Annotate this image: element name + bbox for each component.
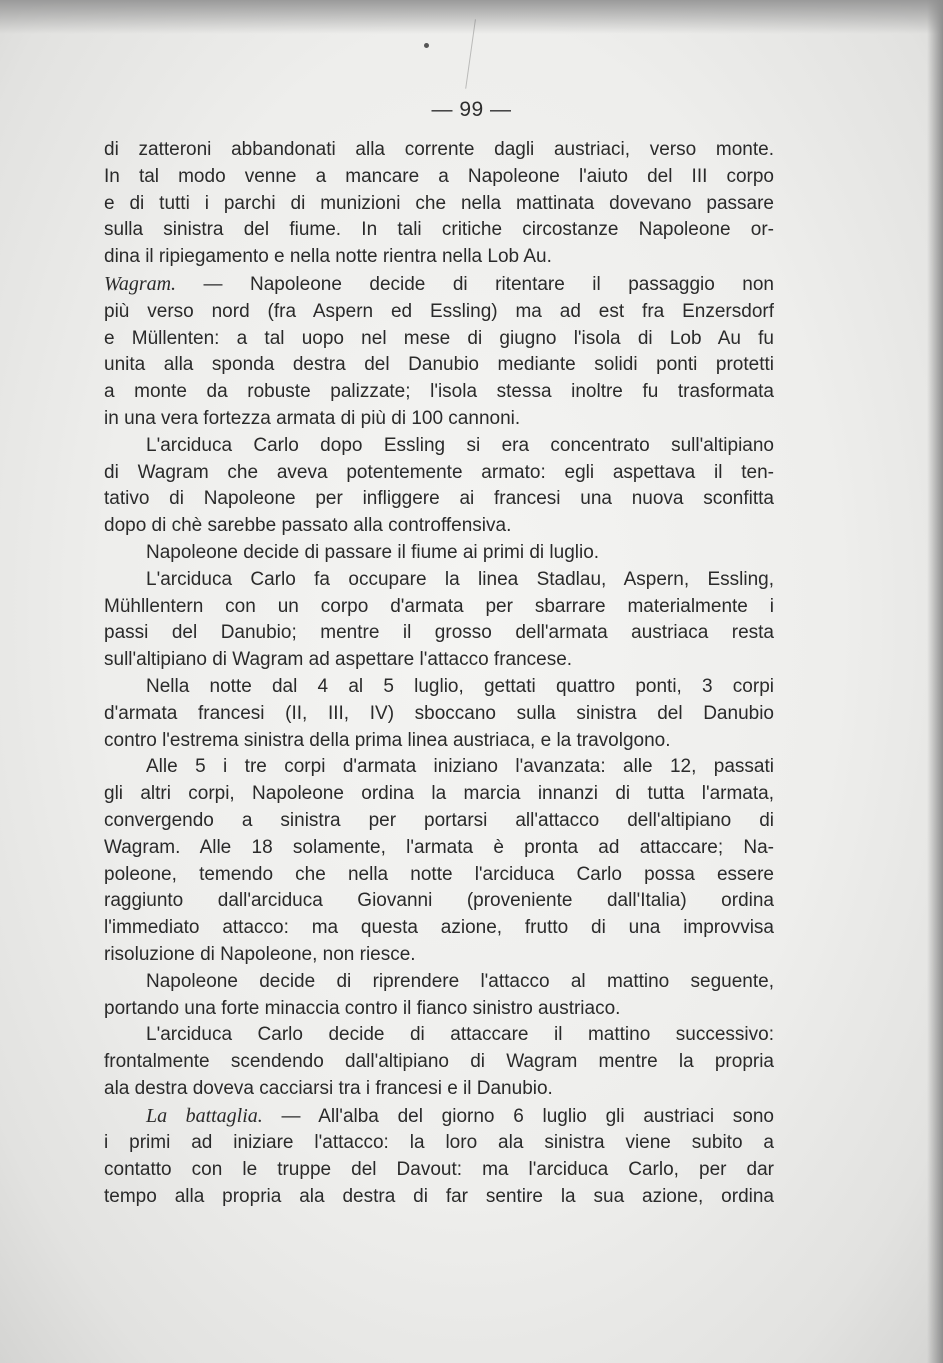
text-line bbox=[104, 433, 774, 460]
text-line bbox=[104, 486, 774, 513]
text-line-content: — All'alba del giorno 6 luglio gli austriaci sono bbox=[262, 1105, 774, 1127]
text-line-content: Nella notte dal 4 al 5 luglio, gettati quattro ponti, 3 corpi bbox=[146, 675, 774, 697]
text-line bbox=[104, 326, 774, 353]
text-line bbox=[104, 620, 774, 647]
text-line bbox=[104, 1130, 774, 1157]
text-line-content: poleone, temendo che nella notte l'arciduca Carlo possa essere bbox=[104, 863, 774, 885]
text-line-content: di zatteroni abbandonati alla corrente dagli austriaci, verso monte. bbox=[104, 139, 774, 160]
text-line-content: gli altri corpi, Napoleone ordina la marcia innanzi di tutta l'armata, bbox=[104, 783, 774, 805]
text-line-content: sulla sinistra del fiume. In tali critiche circostanze Napoleone or- bbox=[104, 219, 774, 241]
body-text bbox=[104, 137, 774, 1211]
text-line bbox=[104, 137, 774, 164]
text-line-content: Alle 5 i tre corpi d'armata iniziano l'avanzata: alle 12, passati bbox=[146, 756, 774, 778]
text-line bbox=[104, 1049, 774, 1076]
text-line bbox=[104, 781, 774, 808]
text-line bbox=[104, 1184, 774, 1211]
text-line-content: convergendo a sinistra per portarsi all'attacco dell'altipiano di bbox=[104, 809, 774, 831]
text-line-content: portando una forte minaccia contro il fianco sinistro austriaco. bbox=[104, 997, 621, 1019]
text-line-content: a monte da robuste palizzate; l'isola stessa inoltre fu trasformata bbox=[104, 381, 774, 403]
text-line-content: tempo alla propria ala destra di far sentire la sua azione, ordina bbox=[104, 1186, 774, 1208]
text-line-content: contatto con le truppe del Davout: ma l'arciduca Carlo, per dar bbox=[104, 1159, 774, 1181]
text-line bbox=[104, 379, 774, 406]
text-line bbox=[104, 915, 774, 942]
text-line bbox=[104, 567, 774, 594]
text-line-content: passi del Danubio; mentre il grosso dell'armata austriaca resta bbox=[104, 622, 774, 644]
text-line-content: L'arciduca Carlo dopo Essling si era concentrato sull'altipiano bbox=[146, 434, 774, 456]
text-line bbox=[104, 674, 774, 701]
text-line bbox=[104, 1022, 774, 1049]
text-line-content: sull'altipiano di Wagram ad aspettare l'attacco francese. bbox=[104, 649, 573, 671]
text-line-content: ala destra doveva cacciarsi tra i francesi e il Danubio. bbox=[104, 1077, 553, 1099]
text-line bbox=[104, 1157, 774, 1184]
text-line-content: i primi ad iniziare l'attacco: la loro ala sinistra viene subito a bbox=[104, 1132, 774, 1154]
text-line-content: L'arciduca Carlo decide di attaccare il mattino successivo: bbox=[146, 1024, 774, 1046]
text-line-content: L'arciduca Carlo fa occupare la linea Stadlau, Aspern, Essling, bbox=[146, 568, 774, 590]
text-line-content: Napoleone decide di riprendere l'attacco al mattino seguente, bbox=[146, 970, 774, 992]
text-line-content: in una vera fortezza armata di più di 100 cannoni. bbox=[104, 407, 521, 429]
text-line-content: In tal modo venne a mancare a Napoleone l'aiuto del III corpo bbox=[104, 165, 774, 187]
text-line-content: d'armata francesi (II, III, IV) sboccano sulla sinistra del Danubio bbox=[104, 702, 774, 724]
scan-shadow-top bbox=[0, 0, 943, 34]
text-line bbox=[104, 244, 774, 271]
text-line bbox=[104, 540, 774, 567]
text-line-content: unita alla sponda destra del Danubio mediante solidi ponti protetti bbox=[104, 354, 774, 376]
text-line bbox=[104, 594, 774, 621]
scan-shadow-right bbox=[927, 0, 943, 1363]
text-line-content: dopo di chè sarebbe passato alla controffensiva. bbox=[104, 515, 512, 537]
text-line bbox=[104, 942, 774, 969]
text-line bbox=[104, 996, 774, 1023]
section-heading: Wagram. bbox=[104, 272, 177, 295]
text-line bbox=[104, 1076, 774, 1103]
text-line bbox=[104, 835, 774, 862]
text-line bbox=[104, 888, 774, 915]
text-line bbox=[104, 217, 774, 244]
ink-speck bbox=[424, 43, 429, 48]
text-line bbox=[104, 754, 774, 781]
text-line-content: Napoleone decide di passare il fiume ai primi di luglio. bbox=[146, 541, 600, 563]
text-line-content: Wagram. Alle 18 solamente, l'armata è pronta ad attaccare; Na- bbox=[104, 836, 774, 858]
text-line bbox=[104, 271, 774, 299]
text-line-content: — Napoleone decide di ritentare il passaggio non bbox=[176, 273, 774, 295]
text-line bbox=[104, 647, 774, 674]
text-line-content: più verso nord (fra Aspern ed Essling) ma ad est fra Enzersdorf bbox=[104, 300, 774, 322]
text-line bbox=[104, 406, 774, 433]
text-line bbox=[104, 299, 774, 326]
text-line-content: frontalmente scendendo dall'altipiano di Wagram mentre la propria bbox=[104, 1051, 774, 1073]
text-line bbox=[104, 352, 774, 379]
section-heading: La battaglia. bbox=[146, 1104, 263, 1127]
text-line-content: e di tutti i parchi di munizioni che nella mattinata dovevano passare bbox=[104, 192, 774, 214]
page-number: — 99 — bbox=[431, 98, 512, 121]
text-line bbox=[104, 969, 774, 996]
text-line bbox=[104, 862, 774, 889]
text-line bbox=[104, 513, 774, 540]
text-line bbox=[104, 728, 774, 755]
text-line-content: e Müllenten: a tal uopo nel mese di giugno l'isola di Lob Au fu bbox=[104, 327, 774, 349]
text-line bbox=[104, 1103, 774, 1131]
text-line-content: contro l'estrema sinistra della prima linea austriaca, e la travolgono. bbox=[104, 729, 671, 751]
text-line bbox=[104, 191, 774, 218]
text-line-content: di Wagram che aveva potentemente armato: egli aspettava il ten- bbox=[104, 461, 774, 483]
text-line-content: tativo di Napoleone per infliggere ai francesi una nuova sconfitta bbox=[104, 488, 774, 510]
text-line-content: dina il ripiegamento e nella notte rientra nella Lob Au. bbox=[104, 246, 552, 268]
text-line bbox=[104, 808, 774, 835]
text-line-content: raggiunto dall'arciduca Giovanni (proveniente dall'Italia) ordina bbox=[104, 890, 774, 912]
text-line-content: Mühllentern con un corpo d'armata per sbarrare materialmente i bbox=[104, 595, 774, 617]
text-line bbox=[104, 701, 774, 728]
text-line-content: l'immediato attacco: ma questa azione, frutto di una improvvisa bbox=[104, 917, 774, 939]
text-line bbox=[104, 460, 774, 487]
text-line bbox=[104, 164, 774, 191]
text-line-content: risoluzione di Napoleone, non riesce. bbox=[104, 943, 416, 965]
